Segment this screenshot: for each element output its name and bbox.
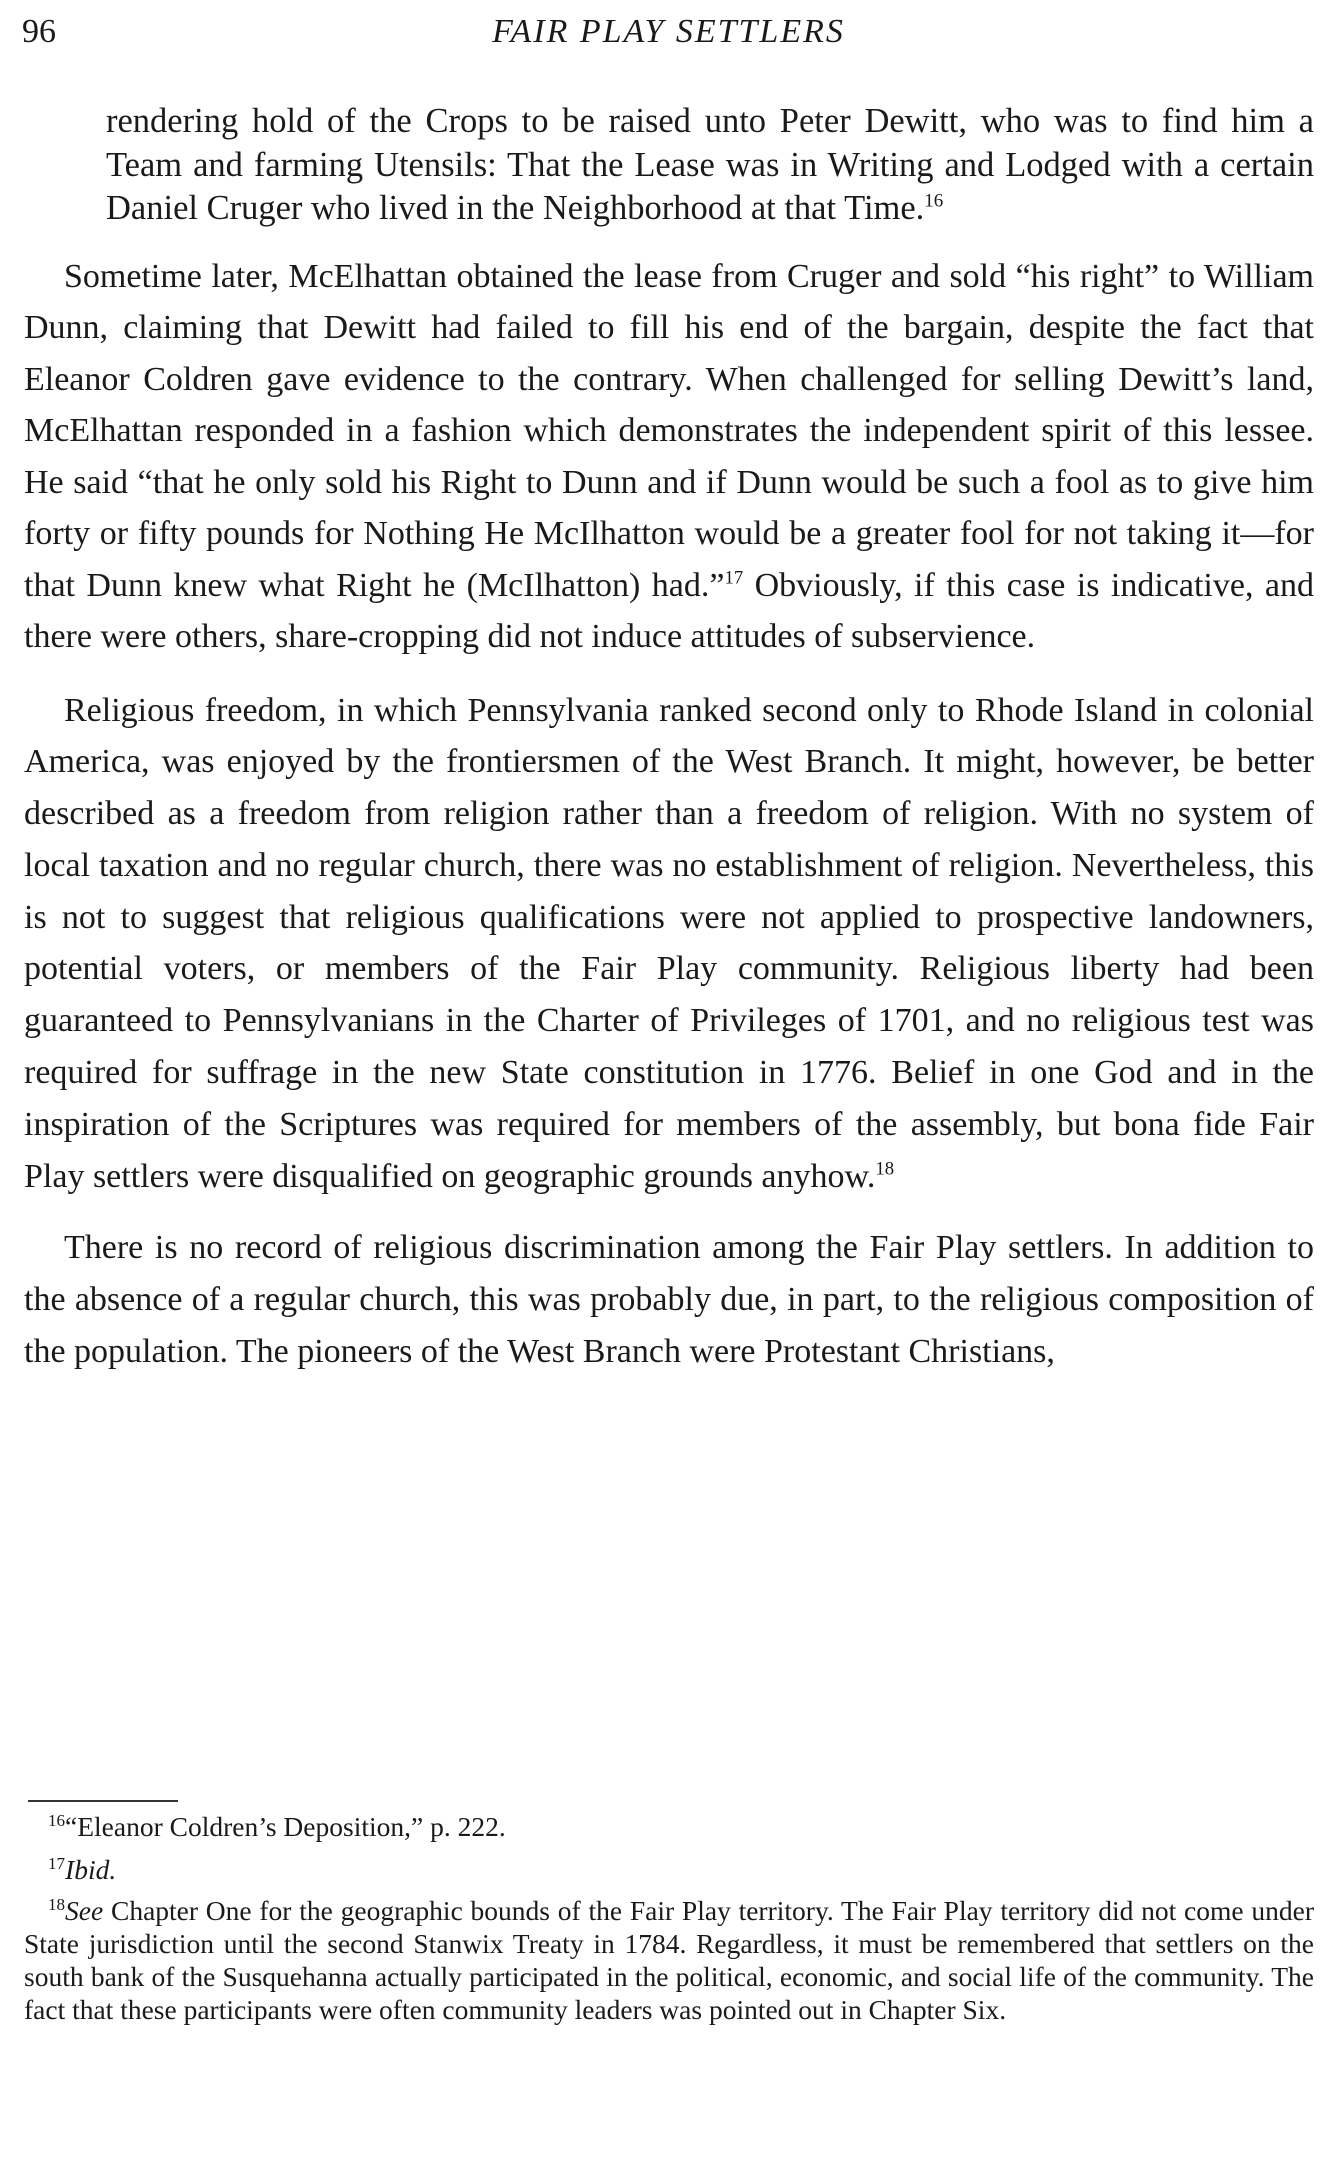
paragraph-1-text-b: Obviously, if this case is indicative, and there were others, share-cropping did not induce attitudes of subservience. (24, 566, 1314, 655)
footnote-ref-16: 16 (924, 190, 944, 212)
paragraph-3-text: There is no record of religious discrimination among the Fair Play settlers. In addition to the absence of a regular church, this was probably due, in part, to the religious composition of the population. The pioneers of the West Branch were Protestant Christians, (24, 1229, 1314, 1371)
footnote-rule (28, 1800, 178, 1802)
running-title: FAIR PLAY SETTLERS (492, 13, 845, 50)
footnote-italic: Ibid. (65, 1854, 117, 1885)
page-header (22, 8, 1315, 56)
footnote-number: 17 (48, 1853, 66, 1873)
block-quote (106, 100, 1314, 231)
body-text (24, 100, 1314, 1378)
footnote-text: Chapter One for the geographic bounds of the Fair Play territory. The Fair Play territory did not come under State jurisdiction until the second Stanwix Treaty in 1784. Regardless, it must be remembered that settlers on the south bank of the Susquehanna actually participated in the political, economic, and social life of the community. The fact that these participants were often community leaders was pointed out in Chapter Six. (24, 1895, 1314, 2025)
block-quote-text: rendering hold of the Crops to be raised unto Peter Dewitt, who was to find him a Team and farming Utensils: That the Lease was in Writing and Lodged with a certain Daniel Cruger who lived in the Neighborhood at that Time. (106, 102, 1314, 227)
paragraph-1 (24, 251, 1314, 663)
paragraph-2 (24, 685, 1314, 1203)
footnote-text: “Eleanor Coldren’s Deposition,” p. 222. (65, 1811, 506, 1842)
footnote-ref-18: 18 (875, 1158, 895, 1180)
page-number: 96 (22, 13, 56, 50)
footnote-17 (24, 1851, 1314, 1888)
paragraph-2-text: Religious freedom, in which Pennsylvania ranked second only to Rhode Island in colonial America, was enjoyed by the frontiersmen of the West Branch. It might, however, be better described as a freedom from religion rather than a freedom of religion. With no system of local taxation and no regular church, there was no establishment of religion. Nevertheless, this is not to suggest that religious qualifications were not applied to prospective landowners, potential voters, or members of the Fair Play community. Religious liberty had been guaranteed to Pennsylvanians in the Charter of Privileges of 1701, and no religious test was required for suffrage in the new State constitution in 1776. Belief in one God and in the inspiration of the Scriptures was required for members of the assembly, but bona fide Fair Play settlers were disqualified on geographic grounds anyhow. (24, 691, 1314, 1195)
footnote-16 (24, 1808, 1314, 1845)
footnote-18 (24, 1894, 1314, 2026)
paragraph-3 (24, 1222, 1314, 1377)
paragraph-1-text-a: Sometime later, McElhattan obtained the lease from Cruger and sold “his right” to William Dunn, claiming that Dewitt had failed to fill his end of the bargain, despite the fact that Eleanor Coldren gave evidence to the contrary. When challenged for selling Dewitt’s land, McElhattan responded in a fashion which demonstrates the independent spirit of this lessee. He said “that he only sold his Right to Dunn and if Dunn would be such a fool as to give him forty or fifty pounds for Nothing He McIlhatton would be a greater fool for not taking it—for that Dunn knew what Right he (McIlhatton) had.” (24, 257, 1314, 604)
footnote-italic: See (65, 1895, 104, 1926)
footnotes (24, 1800, 1314, 2026)
footnote-number: 16 (48, 1810, 66, 1830)
footnote-ref-17: 17 (724, 567, 744, 589)
footnote-number: 18 (48, 1894, 66, 1914)
